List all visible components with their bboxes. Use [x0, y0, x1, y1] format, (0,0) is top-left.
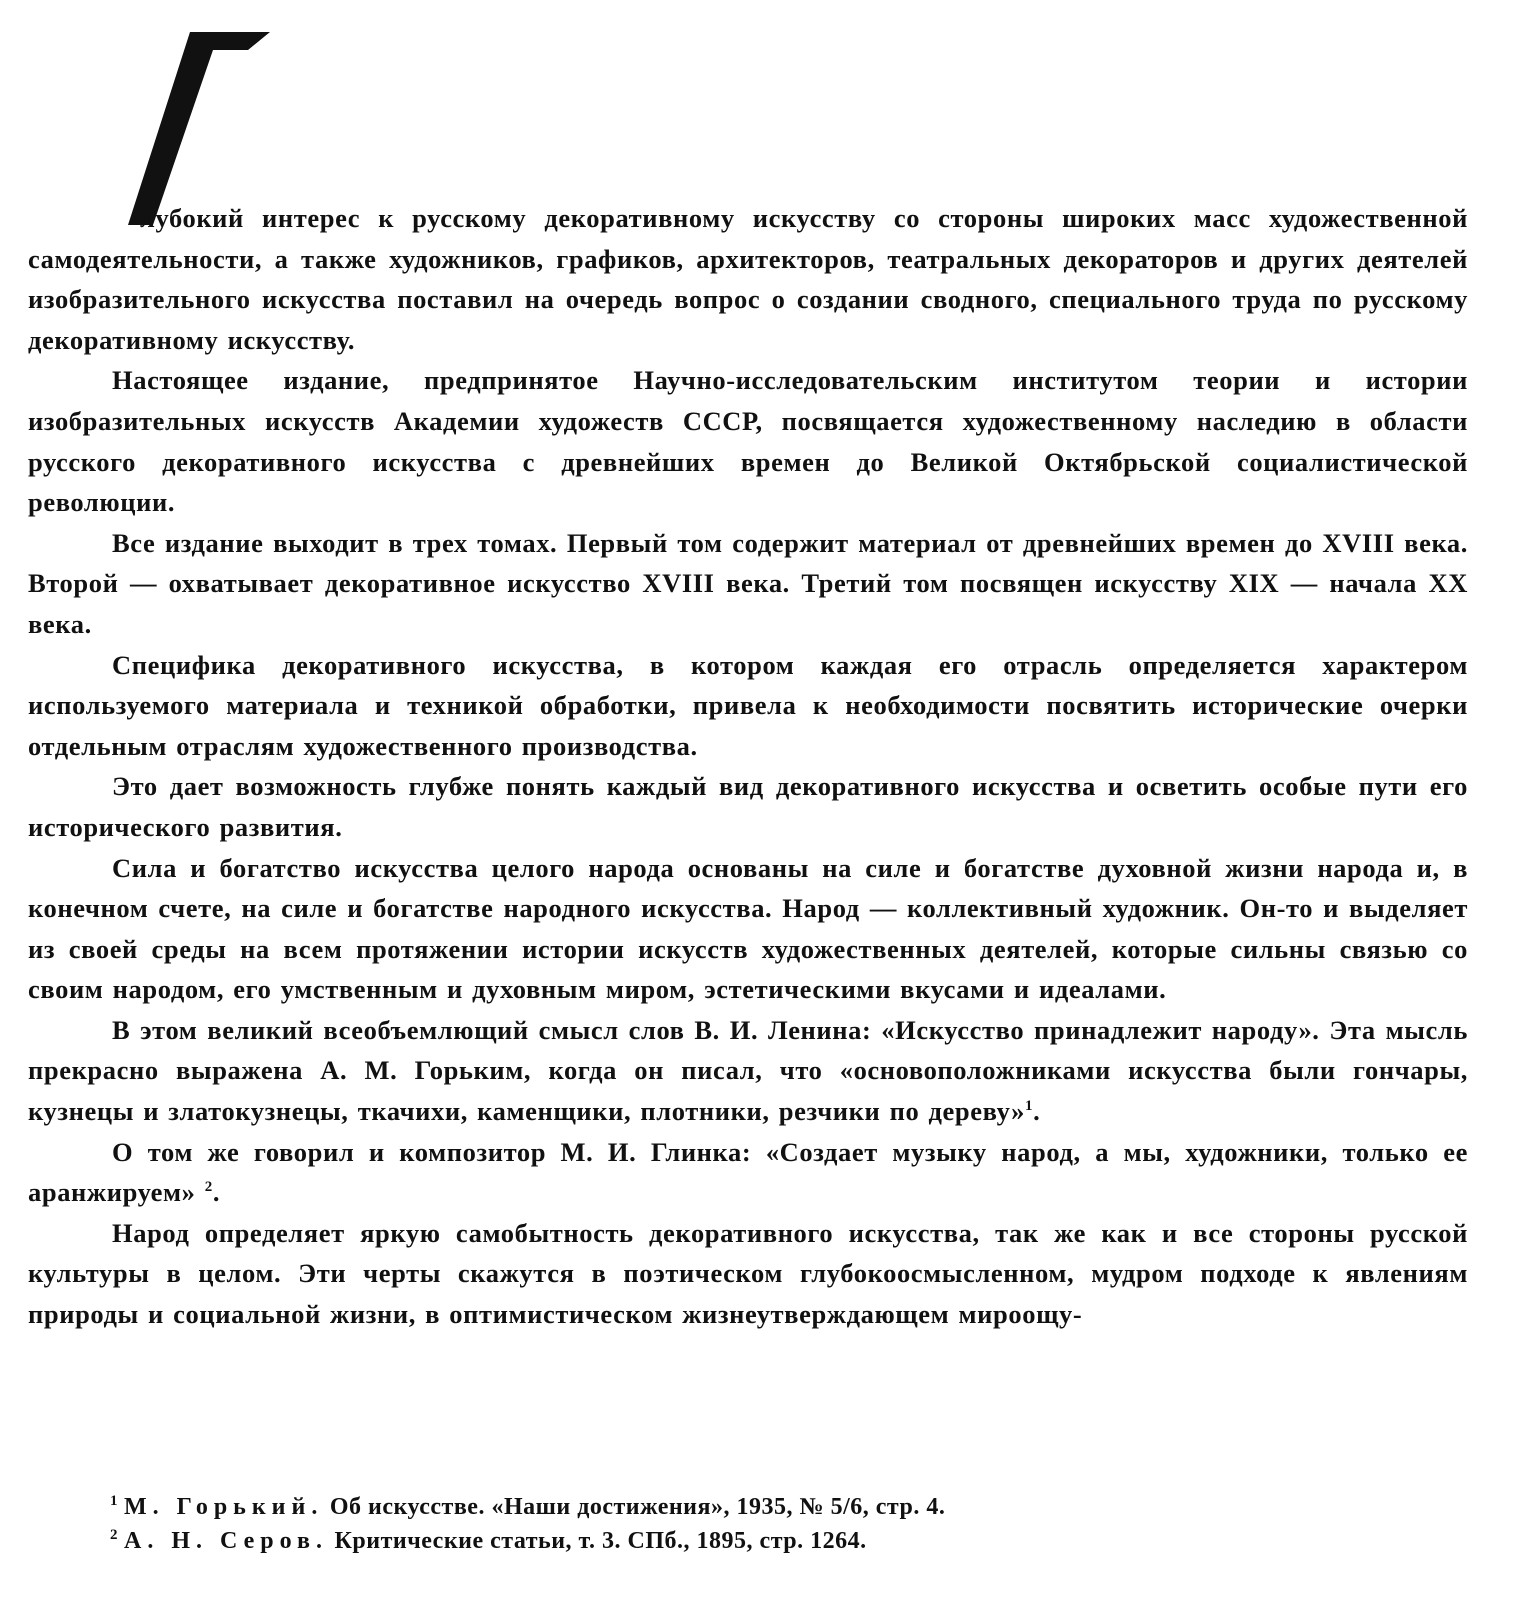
footnote-text: Об искусстве. «Наши достижения», 1935, № 5/6, стр. 4. [329, 1494, 946, 1520]
sentence-end: . [212, 1177, 221, 1208]
sentence-end: . [1033, 1096, 1041, 1127]
paragraph-lenin-quote [28, 1010, 1468, 1132]
paragraph: Настоящее издание, предпринятое Научно-исследовательским институтом теории и истории изобразительных искусств Академии художеств СССР, посвящается художественному наследию в области русского декоративного искусства с древнейших времен до Великой Октябрьской социалистической революции. [28, 365, 1468, 518]
footnote-ref[interactable]: 1 [1024, 1098, 1034, 1115]
paragraph-glinka-quote [28, 1132, 1468, 1213]
paragraph: лубокий интерес к русскому декоративному искусству со стороны широких масс художественной самодеятельности, а также художников, графиков, архитекторов, театральных декораторов и других деятелей изобразительного искусства поставил на очередь вопрос о создании сводного, специального труда по русскому декоративному искусству. [28, 203, 1468, 355]
main-text [28, 198, 1468, 1335]
footnote-text: Критические статьи, т. 3. СПб., 1895, стр. 1264. [334, 1528, 867, 1554]
book-page [28, 0, 1500, 1600]
paragraph: Это дает возможность глубже понять каждый вид декоративного искусства и осветить особые пути его исторического развития. [28, 771, 1468, 842]
paragraph-text: О том же говорил и композитор М. И. Глинка: «Создает музыку народ, а мы, художники, только ее аранжируем» [28, 1136, 1468, 1208]
paragraph: Народ определяет яркую самобытность декоративного искусства, так же как и все стороны русской культуры в целом. Эти черты скажутся в поэтическом глубокоосмысленном, мудром подходе к явлениям природы и социальной жизни, в оптимистическом жизнеутверждающем мироощу- [28, 1217, 1468, 1330]
footnote-mark: 2 [110, 1527, 118, 1543]
paragraph: Все издание выходит в трех томах. Первый том содержит материал от древнейших времен до XVIII века. Второй — охватывает декоративное искусство XVIII века. Третий том посвящен искусству XIX — начала XX века. [28, 527, 1468, 639]
paragraph-text: В этом великий всеобъемлющий смысл слов В. И. Ленина: «Искусство принадлежит народу». Эта мысль прекрасно выражена А. М. Горьким, когда он писал, что «основоположниками искусства были гончары, кузнецы и златокузнецы, ткачихи, каменщики, плотники, резчики по дереву» [28, 1014, 1468, 1127]
footnote [110, 1524, 1310, 1558]
footnote-author: А. Н. Серов. [124, 1528, 328, 1554]
footnote-author: М. Горький. [124, 1494, 324, 1520]
footnotes [110, 1490, 1310, 1558]
paragraph: Сила и богатство искусства целого народа основаны на силе и богатстве духовной жизни народа и, в конечном счете, на силе и богатстве народного искусства. Народ — коллективный художник. Он-то и выделяет из своей среды на всем протяжении истории искусств художественных деятелей, которые сильны связью со своим народом, его умственным и духовным миром, эстетическими вкусами и идеалами. [28, 852, 1468, 1005]
paragraph: Специфика декоративного искусства, в котором каждая его отрасль определяется характером используемого материала и техникой обработки, привела к необходимости посвятить исторические очерки отдельным отраслям художественного производства. [28, 649, 1468, 761]
footnote-mark: 1 [110, 1493, 118, 1509]
footnote [110, 1490, 1310, 1524]
footnote-ref[interactable]: 2 [204, 1179, 213, 1196]
